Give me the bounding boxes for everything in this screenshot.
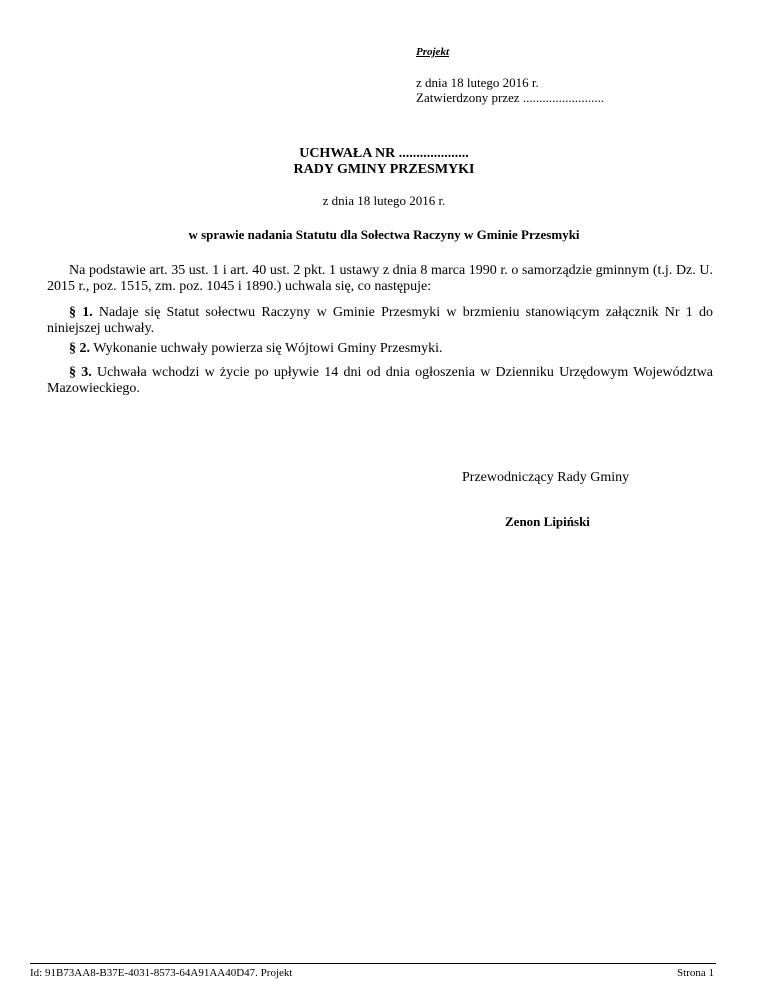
- document-id: Id: 91B73AA8-B37E-4031-8573-64A91AA40D47. Projekt: [30, 967, 293, 979]
- paragraph-3: [47, 365, 713, 397]
- paragraph-number: § 1.: [69, 305, 93, 320]
- page-number: Strona 1: [677, 967, 714, 979]
- paragraph-text: Nadaje się Statut sołectwu Raczyny w Gminie Przesmyki w brzmieniu stanowiącym załącznik Nr 1 do niniejszej uchwały.: [47, 305, 713, 336]
- resolution-date: z dnia 18 lutego 2016 r.: [322, 193, 446, 208]
- paragraph-1: [47, 305, 713, 337]
- resolution-number: UCHWAŁA NR ....................: [299, 146, 469, 161]
- paragraph-text: Uchwała wchodzi w życie po upływie 14 dni od dnia ogłoszenia w Dzienniku Urzędowym Województwa Mazowieckiego.: [47, 365, 713, 396]
- paragraph-text: Wykonanie uchwały powierza się Wójtowi Gminy Przesmyki.: [90, 341, 443, 356]
- paragraph-number: § 3.: [69, 365, 92, 380]
- signature-title: Przewodniczący Rady Gminy: [462, 470, 630, 485]
- project-date: z dnia 18 lutego 2016 r.: [416, 75, 539, 90]
- legal-basis: Na podstawie art. 35 ust. 1 i art. 40 ust. 2 pkt. 1 ustawy z dnia 8 marca 1990 r. o samorządzie gminnym (t.j. Dz. U. 2015 r., poz. 1515, zm. poz. 1045 i 1890.) uchwala się, co następuje:: [47, 263, 713, 294]
- footer-divider: [30, 963, 716, 964]
- resolution-subject: w sprawie nadania Statutu dla Sołectwa Raczyny w Gminie Przesmyki: [188, 227, 580, 242]
- paragraph-number: § 2.: [69, 341, 90, 356]
- council-name: RADY GMINY PRZESMYKI: [293, 162, 475, 177]
- approved-by: Zatwierdzony przez .........................: [416, 90, 605, 105]
- project-label: Projekt: [416, 46, 449, 58]
- paragraph-2: [47, 341, 713, 357]
- signature-name: Zenon Lipiński: [505, 514, 590, 529]
